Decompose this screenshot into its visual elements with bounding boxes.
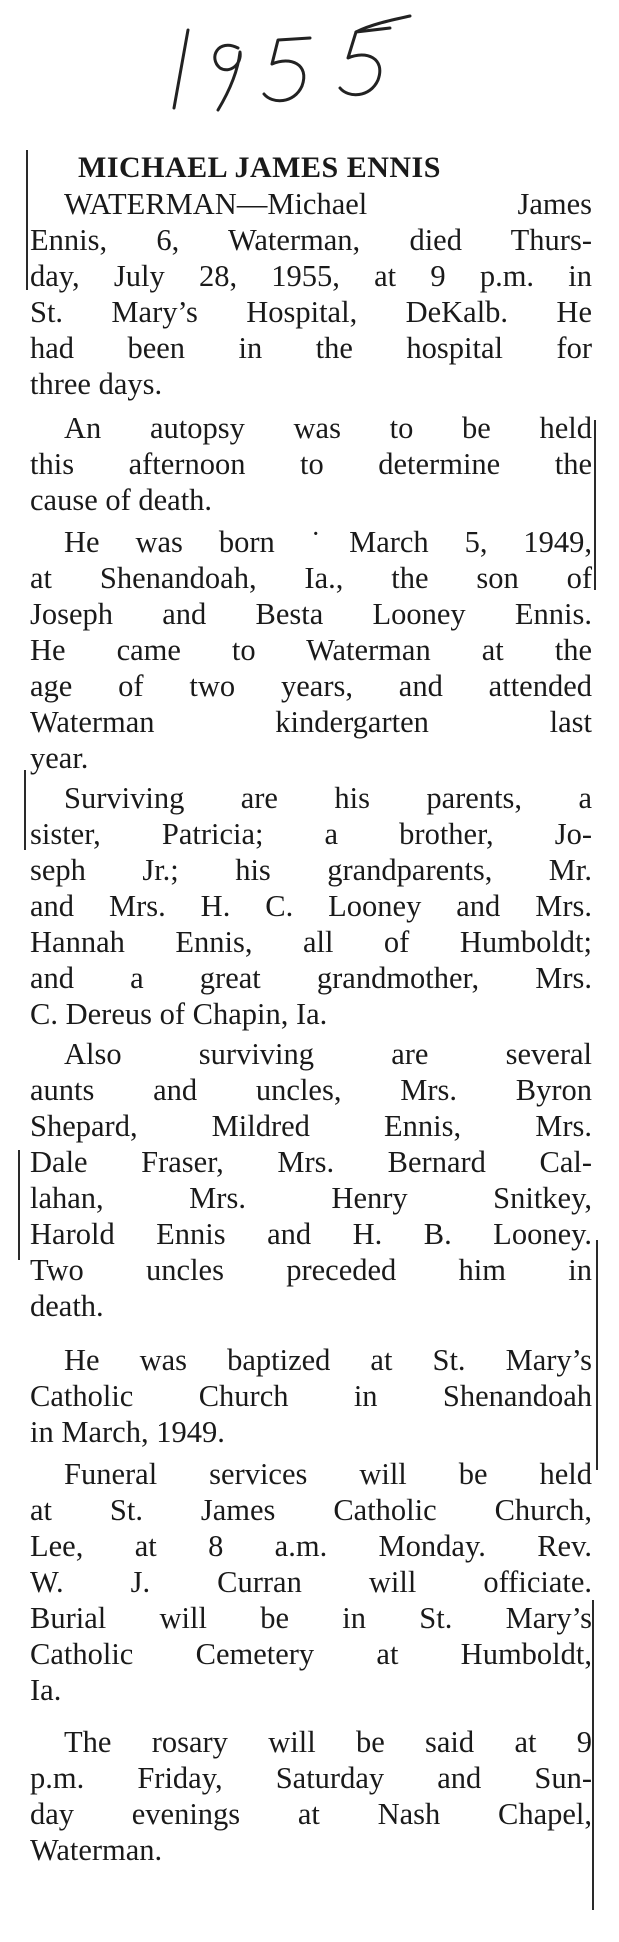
- obituary-line: seph Jr.; his grandparents, Mr.: [30, 853, 592, 887]
- obituary-line: cause of death.: [30, 483, 213, 517]
- obituary-line: three days.: [30, 367, 163, 401]
- obituary-line: Two uncles preceded him in: [30, 1253, 592, 1287]
- clipping-left-edge: [26, 150, 28, 290]
- obituary-line: aunts and uncles, Mrs. Byron: [30, 1073, 592, 1107]
- obituary-line: Catholic Church in Shenandoah: [30, 1379, 592, 1413]
- obituary-line: St. Mary’s Hospital, DeKalb. He: [30, 295, 592, 329]
- obituary-line: W. J. Curran will officiate.: [30, 1565, 592, 1599]
- obituary-line: Funeral services will be held: [64, 1457, 592, 1491]
- obituary-line: Dale Fraser, Mrs. Bernard Cal-: [30, 1145, 592, 1179]
- obituary-line: this afternoon to determine the: [30, 447, 592, 481]
- obituary-line: and a great grandmother, Mrs.: [30, 961, 592, 995]
- clipping-left-edge: [24, 770, 26, 850]
- obituary-line: day evenings at Nash Chapel,: [30, 1797, 592, 1831]
- clipping-left-edge: [18, 1150, 20, 1260]
- handwritten-year: [160, 8, 420, 118]
- obituary-line: Joseph and Besta Looney Ennis.: [30, 597, 592, 631]
- obituary-line: Surviving are his parents, a: [64, 781, 592, 815]
- obituary-line: Ia.: [30, 1673, 62, 1707]
- obituary-line: in March, 1949.: [30, 1415, 225, 1449]
- obituary-line: had been in the hospital for: [30, 331, 592, 365]
- obituary-line: The rosary will be said at 9: [64, 1725, 592, 1759]
- obituary-line: day, July 28, 1955, at 9 p.m. in: [30, 259, 592, 293]
- obituary-line: Catholic Cemetery at Humboldt,: [30, 1637, 592, 1671]
- obituary-line: and Mrs. H. C. Looney and Mrs.: [30, 889, 592, 923]
- obituary-line: age of two years, and attended: [30, 669, 592, 703]
- obituary-line: Hannah Ennis, all of Humboldt;: [30, 925, 592, 959]
- obituary-line: He came to Waterman at the: [30, 633, 592, 667]
- obituary-line: WATERMAN—Michael James: [64, 187, 592, 221]
- obituary-line: He was baptized at St. Mary’s: [64, 1343, 592, 1377]
- obituary-line: lahan, Mrs. Henry Snitkey,: [30, 1181, 592, 1215]
- obituary-line: at Shenandoah, Ia., the son of: [30, 561, 592, 595]
- obituary-line: sister, Patricia; a brother, Jo-: [30, 817, 592, 851]
- obituary-line: Shepard, Mildred Ennis, Mrs.: [30, 1109, 592, 1143]
- clipping-right-edge: [594, 420, 596, 590]
- obituary-line: Waterman kindergarten last: [30, 705, 592, 739]
- clipping-right-edge: [596, 1240, 598, 1470]
- obituary-line: year.: [30, 741, 89, 775]
- obituary-line: Burial will be in St. Mary’s: [30, 1601, 592, 1635]
- clipping-right-edge: [592, 1600, 594, 1910]
- obituary-line: death.: [30, 1289, 104, 1323]
- obituary-line: Waterman.: [30, 1833, 163, 1867]
- obituary-headline: MICHAEL JAMES ENNIS: [78, 151, 441, 184]
- obituary-line: He was born ˙March 5, 1949,: [64, 525, 592, 559]
- obituary-line: Also surviving are several: [64, 1037, 592, 1071]
- obituary-line: p.m. Friday, Saturday and Sun-: [30, 1761, 592, 1795]
- obituary-line: at St. James Catholic Church,: [30, 1493, 592, 1527]
- obituary-line: An autopsy was to be held: [64, 411, 592, 445]
- obituary-line: Lee, at 8 a.m. Monday. Rev.: [30, 1529, 592, 1563]
- obituary-line: C. Dereus of Chapin, Ia.: [30, 997, 328, 1031]
- obituary-line: Harold Ennis and H. B. Looney.: [30, 1217, 592, 1251]
- obituary-line: Ennis, 6, Waterman, died Thurs-: [30, 223, 592, 257]
